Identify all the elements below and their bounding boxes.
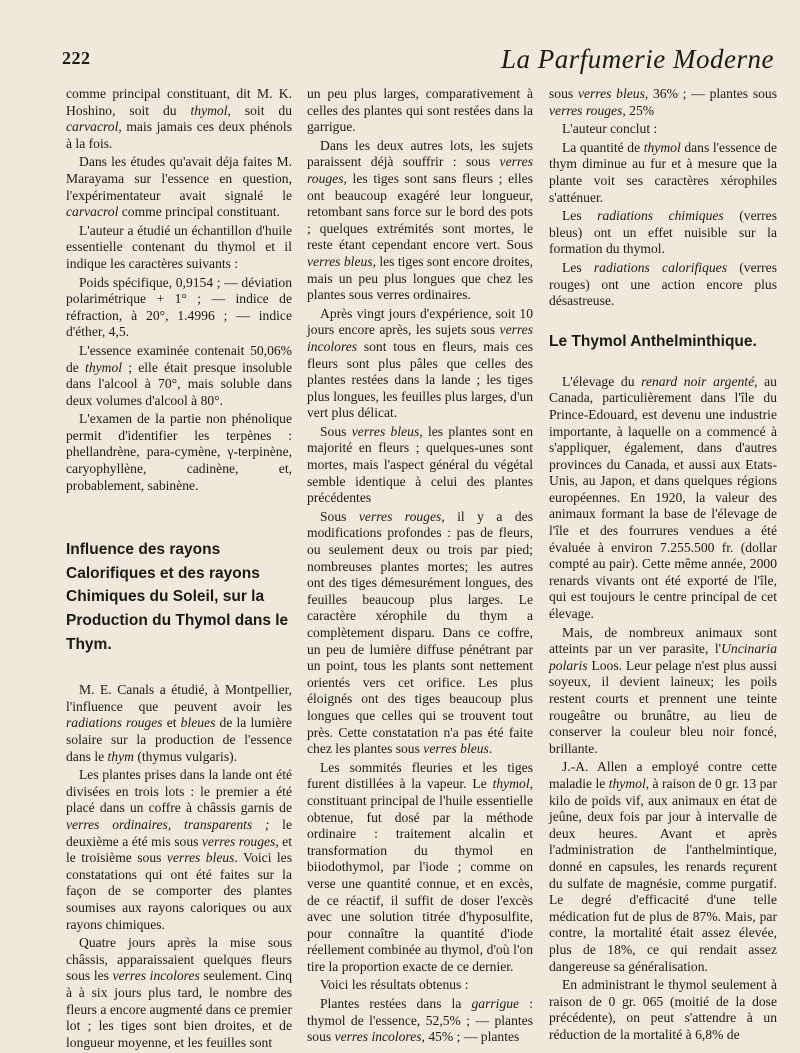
- section-heading-influence: [66, 538, 292, 656]
- paragraph: [549, 625, 777, 758]
- paragraph: [307, 306, 533, 422]
- italic-text: verres rouges: [307, 154, 533, 186]
- italic-text: radiations chimiques: [597, 208, 724, 224]
- italic-text: thym: [107, 748, 134, 764]
- text-run: Les: [562, 208, 598, 224]
- paragraph: [549, 260, 777, 310]
- italic-text: radiations calorifiques: [593, 259, 727, 275]
- paragraph: [549, 977, 777, 1043]
- italic-text: thymol: [608, 775, 646, 791]
- text-run: , il y a des modifications profondes : pas de fleurs, ou seulement deux ou trois par pied; nombreuses plantes mortes; les autres ont des tiges démesurément longues, des feuilles beaucoup plus larges. Le caractère xérophile du thym a complètement disparu. Dans ce coffre, un peu de lumière diffuse pénétrant par un point, tous les plants sont nettement orientés vers cet orifice. Les plus éloignés ont des tiges beaucoup plus longues que celles qui se trouvent tout près. Cette constatation n'a pas été faite chez les plantes sous: [307, 508, 533, 757]
- italic-text: verres ordinaires, transparents ;: [66, 816, 270, 832]
- text-run: L'élevage du: [562, 373, 642, 389]
- text-run: La quantité de: [562, 139, 644, 155]
- paragraph: [307, 977, 533, 994]
- paragraph: [66, 682, 292, 765]
- text-run: M. E. Canals a étudié, à Montpellier, l'influence que peuvent avoir les: [66, 682, 292, 714]
- text-run: L'essence examinée contenait 50,06% de: [66, 342, 292, 375]
- paragraph: [66, 86, 292, 152]
- italic-text: verres rouges: [358, 508, 442, 524]
- text-run: , les tiges sont encore droites, mais un peu plus longues que chez les plantes sous verres ordinaires.: [307, 253, 534, 303]
- text-run: Quatre jours après la mise sous châssis, apparaissaient quelques fleurs sous les: [66, 935, 292, 984]
- text-run: Dans les deux autres lots, les sujets paraissent déjà souffrir : sous: [307, 137, 533, 170]
- text-run: Les: [562, 259, 594, 275]
- text-run: , les plantes sont en majorité en fleurs ; quelques-unes sont mortes, mais l'aspect général du végétal semble identique à celui des plantes précédentes: [307, 423, 534, 506]
- text-run: Le Thymol Anthelminthique.: [549, 332, 757, 350]
- italic-text: thymol: [492, 776, 530, 792]
- text-run: seulement. Cinq à à six jours plus tard, le nombre des fleurs a encore augmenté dans ce premier lot ; les tiges sont bien droites, et de longueur moyenne, et les feuilles sont: [66, 968, 292, 1050]
- text-run: et: [162, 715, 181, 731]
- text-run: (verres rouges) ont une action encore plus désastreuse.: [549, 259, 777, 309]
- text-run: comme principal constituant, dit M. K. Hoshino, soit du: [66, 86, 292, 118]
- text-run: . Voici les constatations qui ont été faites sur la façon de se comporter des plantes soumises aux rayons caloriques ou aux rayons chimiques.: [66, 850, 293, 932]
- text-run: sont tous en fleurs, mais ces fleurs sont plus pâles que celles des plantes restées dans la lande ; les tiges plus longues, les feuilles plus larges, d'un vert plus délicat.: [307, 338, 533, 421]
- text-run: J.-A. Allen a employé contre cette maladie le: [549, 759, 777, 791]
- text-run: un peu plus larges, comparativement à celles des plantes qui sont restées dans la garrigue.: [307, 86, 533, 135]
- text-run: Sous: [320, 508, 359, 524]
- text-run: le deuxième a été mis sous: [66, 816, 292, 849]
- text-run: , mais jamais ces deux phénols à la fois.: [66, 119, 292, 151]
- paragraph: [549, 140, 777, 206]
- paragraph: [307, 760, 533, 976]
- text-column-1: [66, 86, 292, 1053]
- text-run: (thymus vulgaris).: [133, 748, 238, 764]
- paragraph: [66, 154, 292, 220]
- italic-text: verres incolores: [112, 968, 200, 984]
- paragraph: [549, 208, 777, 258]
- paragraph: [549, 121, 777, 138]
- italic-text: thymol: [643, 139, 681, 155]
- italic-text: renard noir argenté: [641, 373, 755, 389]
- text-run: Sous: [320, 423, 352, 439]
- italic-text: verres incolores: [334, 1029, 422, 1045]
- italic-text: carvacrol: [66, 204, 119, 220]
- text-column-3: [549, 86, 777, 1045]
- text-run: comme principal constituant.: [118, 204, 280, 220]
- section-heading-thymol-anthelminthique: [549, 332, 777, 352]
- text-run: (verres bleus) ont un effet nuisible sur la formation du thymol.: [549, 208, 778, 257]
- paragraph: [307, 996, 533, 1046]
- journal-title: La Parfumerie Moderne: [501, 44, 774, 74]
- paragraph: [66, 767, 292, 933]
- italic-text: radiations rouges: [66, 715, 163, 731]
- italic-text: verres bleus: [351, 423, 420, 439]
- text-run: .: [488, 741, 493, 757]
- text-run: Plantes restées dans la: [320, 996, 472, 1012]
- text-run: dans l'essence de thym diminue au fur et à mesure que la plante voit ses caractères xérophiles s'atténuer.: [549, 139, 777, 205]
- italic-text: carvacrol: [66, 119, 119, 135]
- paragraph: [307, 509, 533, 758]
- text-run: , les tiges sont sans fleurs ; elles ont beaucoup exagéré leur longueur, retombant sans force sur le bord des pots ; quelques extrémités sont mortes, le reste étant cependant encore vert. Sous: [307, 170, 533, 253]
- paragraph: [66, 411, 292, 494]
- text-run: L'examen de la partie non phénolique permit d'identifier les terpènes : phellandrène, para-cymène, γ-terpinène, caryophyllène, cadinène, et, probablement, sabinène.: [66, 411, 292, 493]
- text-run: L'auteur conclut :: [562, 121, 658, 137]
- paragraph: [66, 275, 292, 341]
- text-run: Les plantes prises dans la lande ont été divisées en trois lots : le premier a été placé dans un coffre à châssis garnis de: [66, 767, 292, 816]
- text-run: sous: [549, 86, 578, 101]
- italic-text: verres bleus: [577, 86, 645, 101]
- text-run: , 25%: [622, 102, 655, 118]
- paragraph: [549, 759, 777, 975]
- text-run: , constituant principal de l'huile essentielle obtenue, fut dosé par la méthode ordinaire : traitement alcalin et transformation du thymol en biiodothymol, par l'iode ; comme on verse une quantité connue, et en excès, de ce réactif, il suffit de doser l'excès avec une solution titrée d'hyposulfite, pour connaître la quantité d'iode réellement combinée au thymol, d'où l'on tire la proportion exacte de ce dernier.: [307, 776, 533, 974]
- text-run: de la lumière solaire sur la production de l'essence dans le: [66, 715, 292, 764]
- text-run: ; elle était presque insoluble dans l'alcool à 70°, mais soluble dans deux volumes d'alcool à 80°.: [66, 359, 292, 408]
- text-run: Influence des rayons Calorifiques et des rayons Chimiques du Soleil, sur la Production du Thymol dans le Thym.: [66, 541, 289, 653]
- italic-text: verres incolores: [307, 322, 533, 354]
- text-run: Après vingt jours d'expérience, soit 10 jours encore après, les sujets sous: [307, 305, 533, 338]
- text-run: , à raison de 0 gr. 13 par kilo de poids vif, aux animaux en état de jeûne, deux fois par jour à intervalle de deux heures. Avant et après l'administration de l'anthelmintique, donné en capsules, les renards reçurent du sulfate de magnésie, comme purgatif. Le degré d'efficacité d'une telle médication fut de plus de 87%. Mais, par contre, la mortalité était assez élevée, plus de 18%, ce qui rendait assez dangereuse sa généralisation.: [549, 775, 777, 974]
- text-run: Mais, de nombreux animaux sont atteints par un ver parasite, l': [549, 624, 777, 657]
- italic-text: verres bleus: [307, 253, 373, 269]
- paragraph: [66, 223, 292, 273]
- text-run: , et le troisième sous: [66, 833, 292, 866]
- page-number: 222: [62, 48, 91, 68]
- paragraph: [66, 343, 292, 409]
- paragraph: [307, 138, 533, 304]
- paragraph: [549, 374, 777, 623]
- italic-text: garrigue: [471, 996, 520, 1012]
- text-run: Voici les résultats obtenus :: [320, 977, 469, 993]
- text-run: , soit du: [227, 102, 292, 118]
- paragraph: [307, 424, 533, 507]
- italic-text: thymol: [85, 359, 123, 375]
- text-run: Loos. Leur pelage n'est plus aussi soyeux, il devient laineux; les poils restent courts et prennent une teinte rougeâtre ou brunâtre, au lieu de conserver la couleur bleu noir foncé, brillante.: [549, 657, 777, 756]
- text-run: , au Canada, particulièrement dans l'île du Prince-Edouard, est devenu une industrie importante, à laquelle on a commencé à s'appliquer, également, dans d'autres provinces du Canada, et aussi aux Etats-Unis, au Japon, et dans quelques régions européennes. En 1920, la valeur des animaux formant la base de l'élevage de l'île et des fourrures vendues a été évaluée à environ 7.255.500 fr. (dollar compté au pair). Cette même année, 2000 renards vivants ont été exporté de l'île, qui est toujours le centre principal de cet élevage.: [549, 373, 777, 622]
- text-run: Poids spécifique, 0,9154 ; — déviation polarimétrique + 1° ; — indice de réfraction, à 20°, 1.4996 ; — indice d'éther, 4,5.: [66, 274, 292, 340]
- text-run: Dans les études qu'avait déja faites M. Marayama sur l'essence en question, l'expérimentateur avait signalé le: [66, 154, 292, 203]
- text-run: : thymol de l'essence, 52,5% ; — plantes sous: [307, 996, 533, 1045]
- text-run: L'auteur a étudié un échantillon d'huile essentielle contenant du thymol et il indique les caractères suivants :: [66, 222, 292, 271]
- italic-text: thymol: [190, 102, 228, 118]
- italic-text: verres bleus: [423, 741, 489, 757]
- text-column-2: [307, 86, 533, 1048]
- italic-text: verres rouges: [201, 833, 276, 849]
- italic-text: verres rouges: [549, 102, 623, 118]
- text-run: En administrant le thymol seulement à raison de 0 gr. 065 (moitié de la dose précédente), on peut s'attendre à un réduction de la mortalité à 6,8% de: [549, 977, 777, 1042]
- page-header: [62, 44, 774, 80]
- paragraph: [307, 86, 533, 136]
- text-run: , 45% ; — plantes: [421, 1029, 520, 1045]
- text-run: , 36% ; — plantes sous: [644, 86, 778, 101]
- text-run: Les sommités fleuries et les tiges furent distillées à la vapeur. Le: [307, 759, 533, 792]
- italic-text: verres bleus: [166, 850, 235, 866]
- italic-text: Uncinaria polaris: [549, 641, 777, 673]
- italic-text: bleues: [180, 715, 216, 731]
- paragraph: [549, 86, 777, 119]
- paragraph: [66, 935, 292, 1051]
